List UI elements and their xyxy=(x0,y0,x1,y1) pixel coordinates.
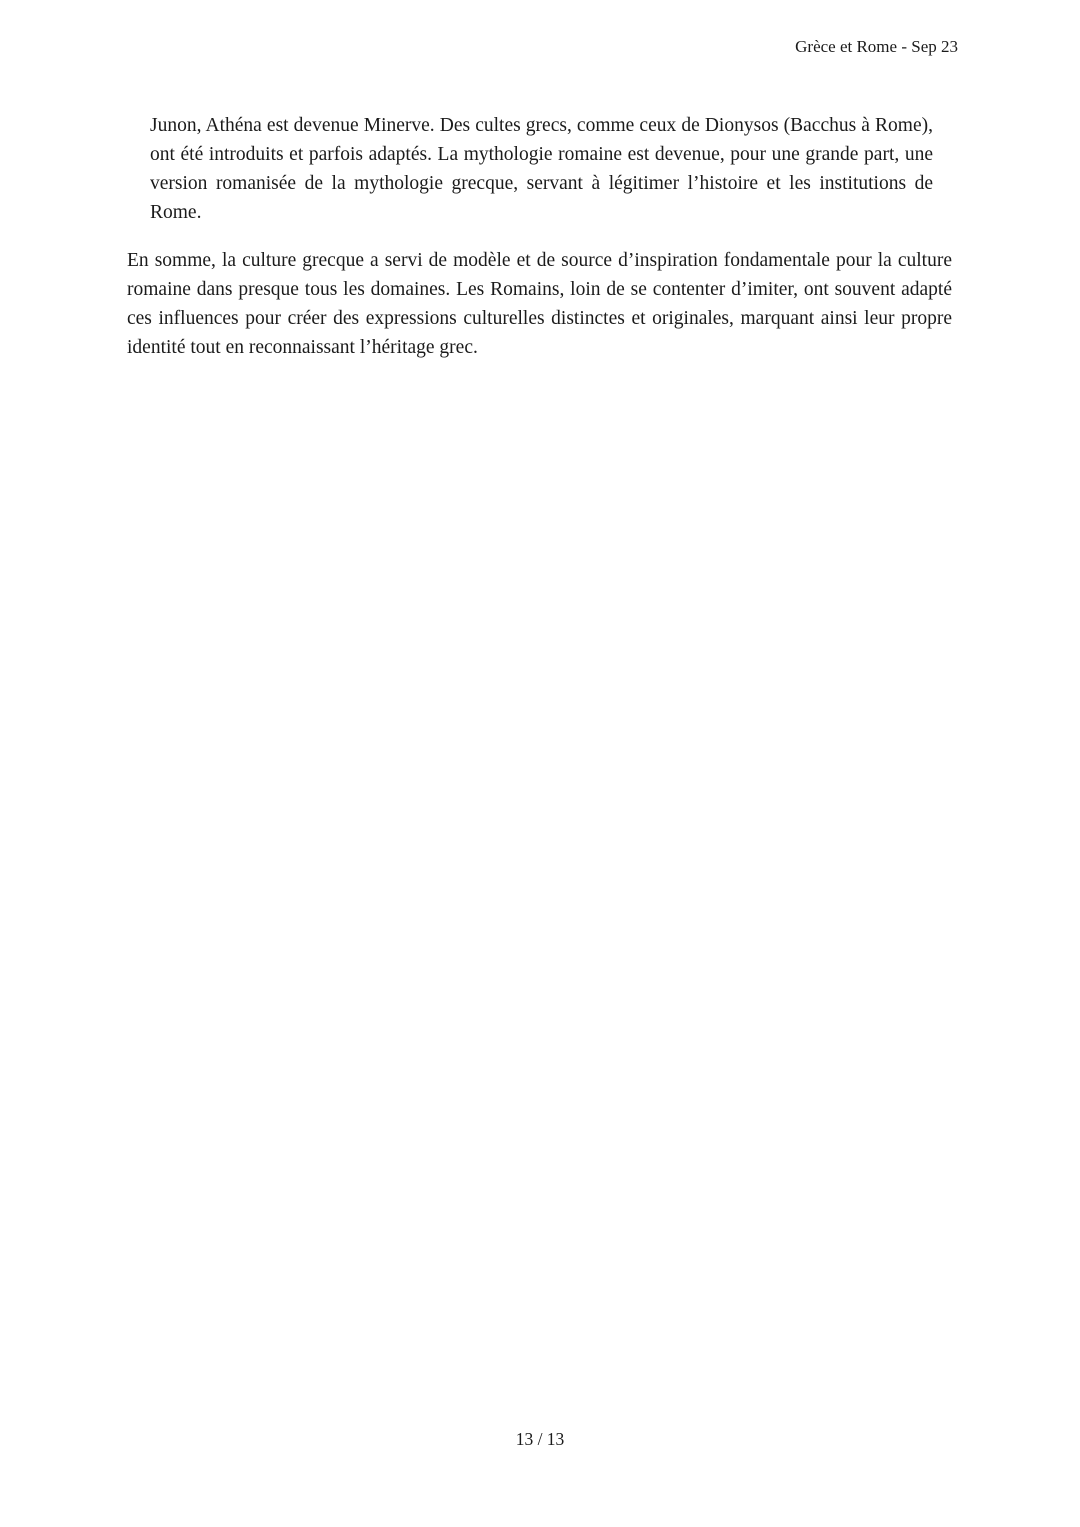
body-paragraph: En somme, la culture grecque a servi de modèle et de source d’inspiration fondamentale pour la culture romaine dans presque tous les domaines. Les Romains, loin de se contenter d’imiter, ont souvent adapté ces influences pour créer des expressions culturelles distinctes et originales, marquant ainsi leur propre identité tout en reconnaissant l’héritage grec. xyxy=(127,250,952,358)
quote-paragraph: Junon, Athéna est devenue Minerve. Des cultes grecs, comme ceux de Dionysos (Bacchus à Rome), ont été introduits et parfois adaptés. La mythologie romaine est devenue, pour une grande part, une version romanisée de la mythologie grecque, servant à légitimer l’histoire et les institutions de Rome. xyxy=(150,115,933,223)
page-number: 13 / 13 xyxy=(515,1429,565,1449)
header-title: Grèce et Rome - Sep 23 xyxy=(795,37,958,56)
page-footer xyxy=(0,1428,1080,1450)
page-header xyxy=(127,36,958,58)
